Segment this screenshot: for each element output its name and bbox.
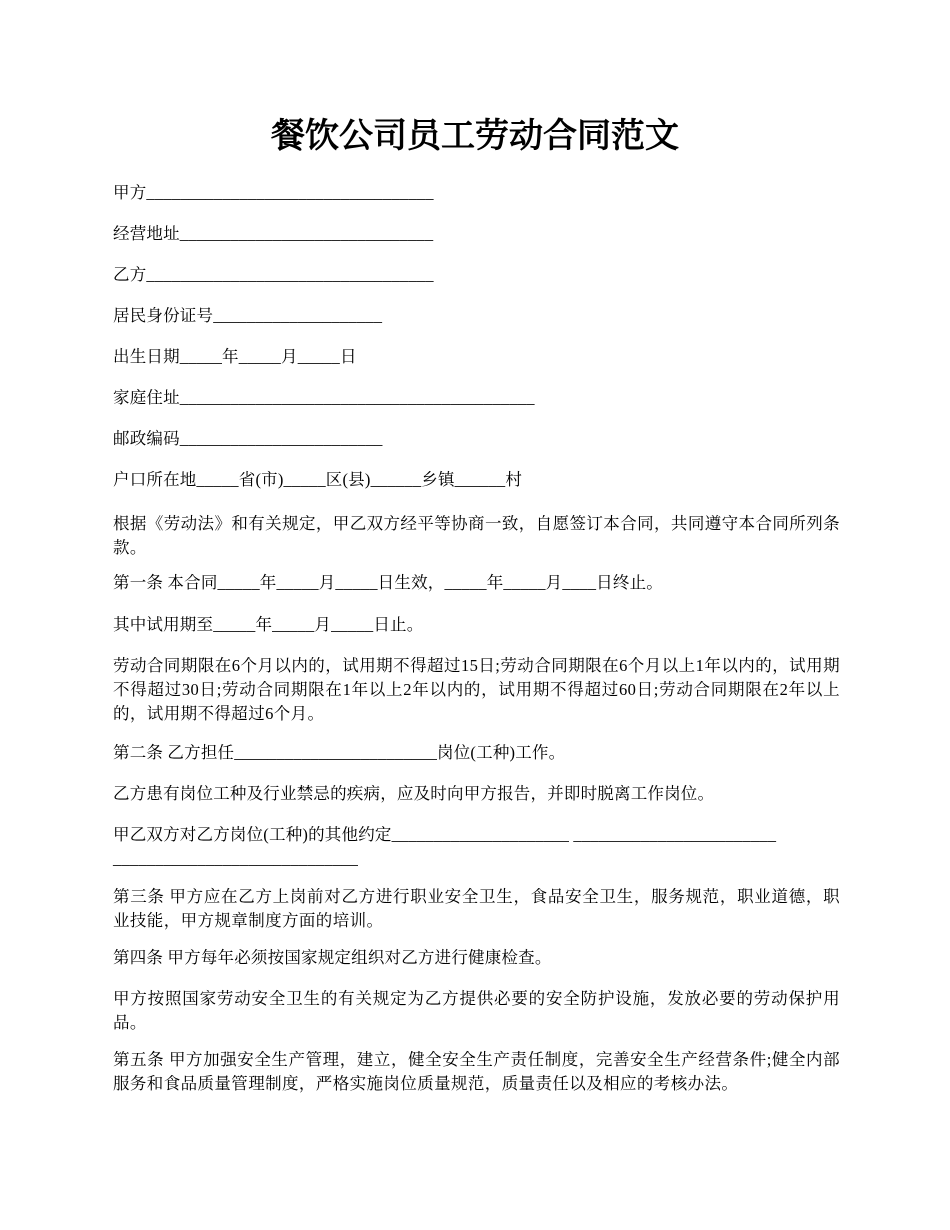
document-title: 餐饮公司员工劳动合同范文 [271,116,679,156]
id-number-field: 居民身份证号____________________ [113,306,383,325]
preamble-paragraph: 根据《劳动法》和有关规定，甲乙双方经平等协商一致，自愿签订本合同，共同遵守本合同所列条款。 [113,514,840,557]
article-4-paragraph: 第四条 甲方每年必须按国家规定组织对乙方进行健康检查。 [113,948,552,967]
business-address-field: 经营地址______________________________ [113,224,434,243]
probation-rules-paragraph: 劳动合同期限在6个月以内的，试用期不得超过15日;劳动合同期限在6个月以上1年以内的，试用期不得超过30日;劳动合同期限在1年以上2年以内的，试用期不得超过60日;劳动合同期限在2年以上的，试用期不得超过6个月。 [113,656,840,723]
other-agreement-line-2: _____________________________ [113,849,359,868]
article-5-paragraph: 第五条 甲方加强安全生产管理，建立，健全安全生产责任制度，完善安全生产经营条件;健全内部服务和食品质量管理制度，严格实施岗位质量规范，质量责任以及相应的考核办法。 [113,1050,840,1093]
party-b-field: 乙方__________________________________ [113,265,434,284]
home-address-field: 家庭住址__________________________________________ [113,388,535,407]
article-2-paragraph: 第二条 乙方担任________________________岗位(工种)工作。 [113,743,566,762]
article-1-paragraph: 第一条 本合同_____年_____月_____日生效，_____年_____月____日终止。 [113,573,663,592]
other-agreement-line-1: 甲乙双方对乙方岗位(工种)的其他约定_____________________ ________________________ [113,825,777,844]
party-a-field: 甲方__________________________________ [113,183,434,202]
protection-paragraph: 甲方按照国家劳动安全卫生的有关规定为乙方提供必要的安全防护设施，发放必要的劳动保护用品。 [113,989,840,1032]
probation-paragraph: 其中试用期至_____年_____月_____日止。 [113,615,424,634]
birth-date-field: 出生日期_____年_____月_____日 [113,347,357,366]
household-registration-field: 户口所在地_____省(市)_____区(县)______乡镇______村 [113,470,523,489]
postal-code-field: 邮政编码________________________ [113,429,383,448]
disease-clause-paragraph: 乙方患有岗位工种及行业禁忌的疾病，应及时向甲方报告，并即时脱离工作岗位。 [113,784,715,803]
article-3-paragraph: 第三条 甲方应在乙方上岗前对乙方进行职业安全卫生，食品安全卫生，服务规范，职业道德，职业技能，甲方规章制度方面的培训。 [113,887,840,930]
